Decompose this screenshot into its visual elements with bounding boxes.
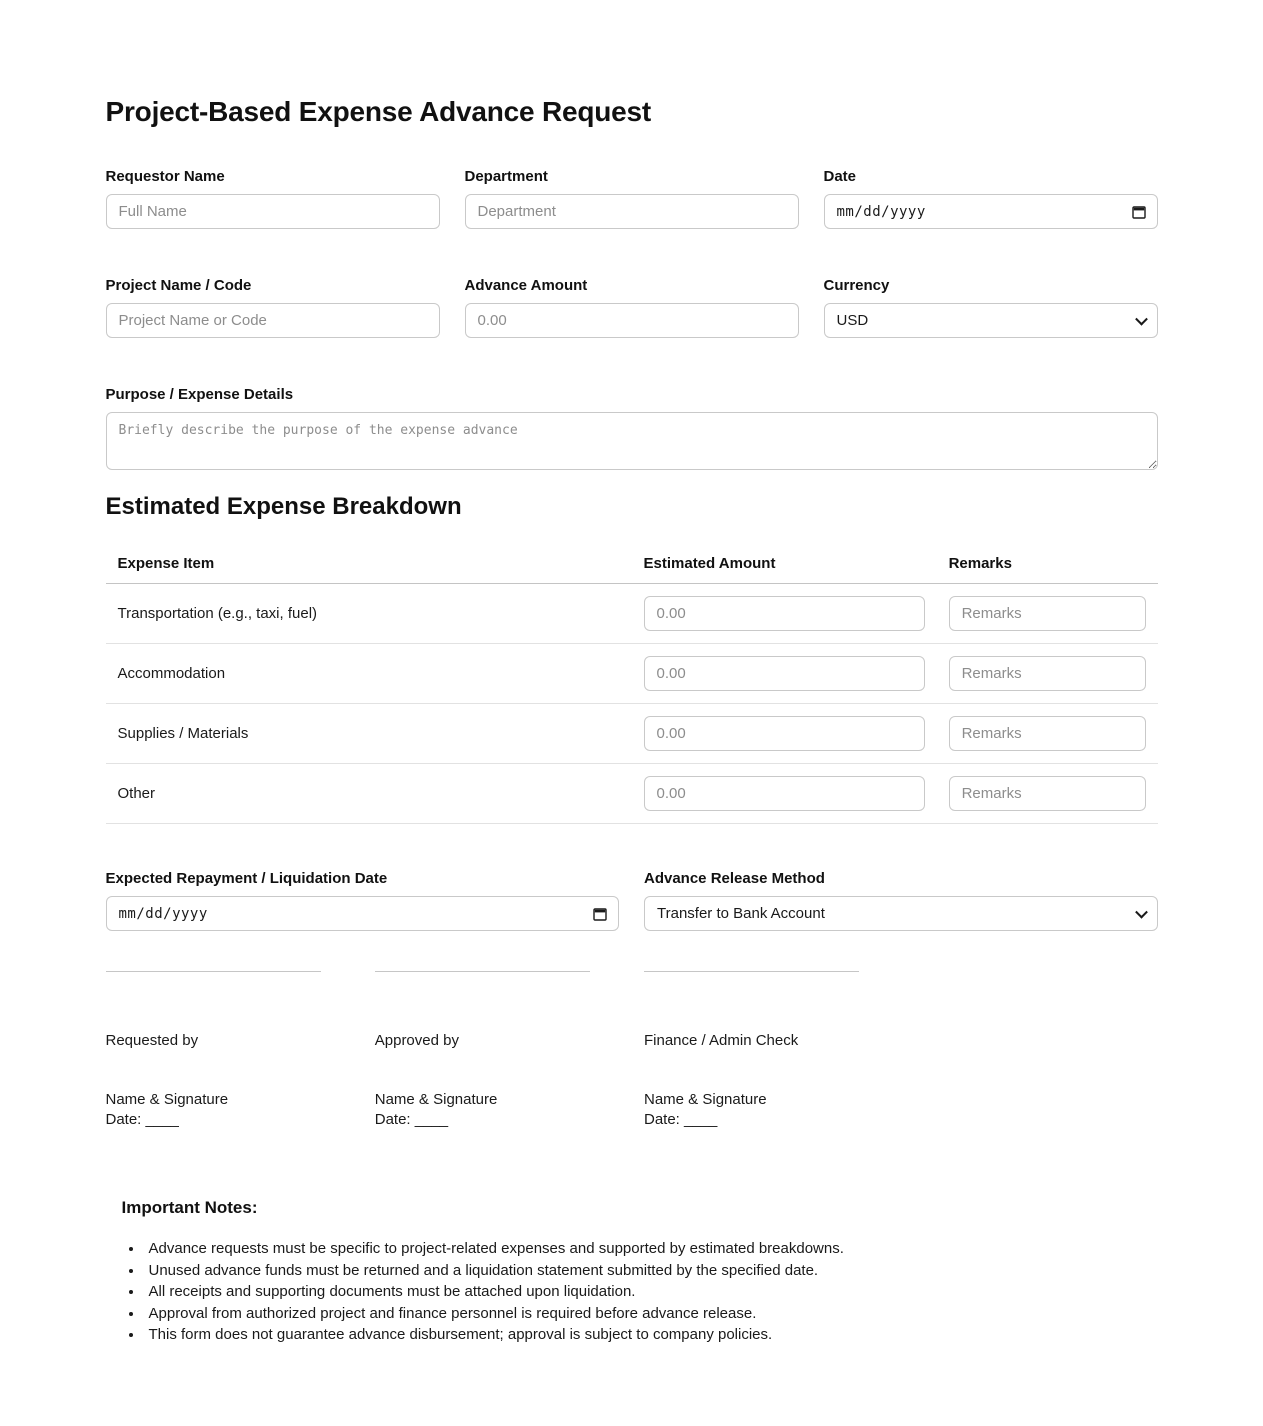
calendar-icon[interactable] xyxy=(1131,204,1147,220)
signature-finance-check xyxy=(644,971,888,1130)
expense-item-label: Accommodation xyxy=(106,644,632,704)
signature-line xyxy=(106,971,321,972)
release-method-field xyxy=(644,870,1158,931)
remarks-input-supplies[interactable] xyxy=(949,716,1146,751)
signature-empty-column xyxy=(913,971,1157,1130)
col-header-remarks: Remarks xyxy=(937,543,1158,584)
date-label: Date xyxy=(823,168,857,185)
currency-select[interactable] xyxy=(824,303,1158,338)
signature-name-line: Name & Signature xyxy=(105,1091,229,1108)
calendar-icon[interactable] xyxy=(592,906,608,922)
amount-input-other[interactable] xyxy=(644,776,925,811)
purpose-textarea[interactable] xyxy=(106,412,1158,470)
repayment-date-value: mm/dd/yyyy xyxy=(118,905,208,922)
form-row-2 xyxy=(106,277,1158,338)
date-value: mm/dd/yyyy xyxy=(836,203,926,220)
page-title: Project-Based Expense Advance Request xyxy=(105,96,652,127)
date-input[interactable] xyxy=(824,194,1158,229)
release-method-label: Advance Release Method xyxy=(644,870,825,887)
date-field xyxy=(824,168,1158,229)
department-label: Department xyxy=(464,168,548,185)
release-method-select[interactable] xyxy=(644,896,1158,931)
signature-requested-by xyxy=(106,971,350,1130)
breakdown-table xyxy=(106,543,1158,824)
currency-field xyxy=(824,277,1158,338)
important-notes xyxy=(106,1190,1158,1346)
signature-name-line: Name & Signature xyxy=(644,1091,767,1108)
purpose-label: Purpose / Expense Details xyxy=(105,386,294,403)
remarks-input-transportation[interactable] xyxy=(949,596,1146,631)
signature-line xyxy=(644,971,859,972)
signature-line xyxy=(375,971,590,972)
expense-item-label: Other xyxy=(106,764,632,824)
signature-date-line: Date: ____ xyxy=(374,1111,449,1128)
repayment-date-field xyxy=(106,870,620,931)
signature-role: Requested by xyxy=(105,1032,199,1049)
purpose-field xyxy=(106,386,1158,475)
list-item: • Unused advance funds must be returned and a liquidation statement submitted by the specified date. xyxy=(144,1260,1158,1282)
signature-section xyxy=(106,971,1158,1130)
advance-amount-field xyxy=(465,277,799,338)
project-label: Project Name / Code xyxy=(105,277,252,294)
important-notes-heading: Important Notes: xyxy=(121,1198,258,1217)
list-item: • Approval from authorized project and finance personnel is required before advance release. xyxy=(144,1303,1158,1325)
remarks-input-accommodation[interactable] xyxy=(949,656,1146,691)
requestor-name-field xyxy=(106,168,440,229)
list-item: • All receipts and supporting documents must be attached upon liquidation. xyxy=(144,1281,1158,1303)
project-field xyxy=(106,277,440,338)
col-header-estimated-amount: Estimated Amount xyxy=(632,543,937,584)
signature-role: Approved by xyxy=(374,1032,459,1049)
advance-amount-input[interactable] xyxy=(465,303,799,338)
table-row xyxy=(106,584,1158,644)
table-row xyxy=(106,764,1158,824)
list-item: • Advance requests must be specific to project-related expenses and supported by estimated breakdowns. xyxy=(144,1238,1158,1260)
amount-input-transportation[interactable] xyxy=(644,596,925,631)
currency-select-wrap xyxy=(824,303,1158,338)
table-row xyxy=(106,644,1158,704)
breakdown-heading: Estimated Expense Breakdown xyxy=(105,493,462,520)
form-row-1 xyxy=(106,168,1158,229)
important-notes-list xyxy=(122,1238,1158,1346)
table-row xyxy=(106,704,1158,764)
requestor-name-label: Requestor Name xyxy=(105,168,225,185)
amount-input-accommodation[interactable] xyxy=(644,656,925,691)
department-field xyxy=(465,168,799,229)
department-input[interactable] xyxy=(465,194,799,229)
project-input[interactable] xyxy=(106,303,440,338)
release-method-select-wrap xyxy=(644,896,1158,931)
signature-date-line: Date: ____ xyxy=(644,1111,718,1128)
expense-advance-form xyxy=(106,0,1158,1426)
signature-name-line: Name & Signature xyxy=(374,1091,498,1108)
remarks-input-other[interactable] xyxy=(949,776,1146,811)
requestor-name-input[interactable] xyxy=(106,194,440,229)
signature-date-line: Date: ____ xyxy=(105,1111,179,1128)
signature-role: Finance / Admin Check xyxy=(644,1032,799,1049)
signature-approved-by xyxy=(375,971,619,1130)
repayment-row xyxy=(106,870,1158,931)
list-item: • This form does not guarantee advance disbursement; approval is subject to company policies. xyxy=(144,1324,1158,1346)
amount-input-supplies[interactable] xyxy=(644,716,925,751)
advance-amount-label: Advance Amount xyxy=(464,277,588,294)
col-header-expense-item: Expense Item xyxy=(106,543,632,584)
repayment-date-label: Expected Repayment / Liquidation Date xyxy=(105,870,388,887)
breakdown-header-row xyxy=(106,543,1158,584)
repayment-date-input[interactable] xyxy=(106,896,620,931)
expense-item-label: Transportation (e.g., taxi, fuel) xyxy=(106,584,632,644)
currency-label: Currency xyxy=(823,277,890,294)
expense-item-label: Supplies / Materials xyxy=(106,704,632,764)
